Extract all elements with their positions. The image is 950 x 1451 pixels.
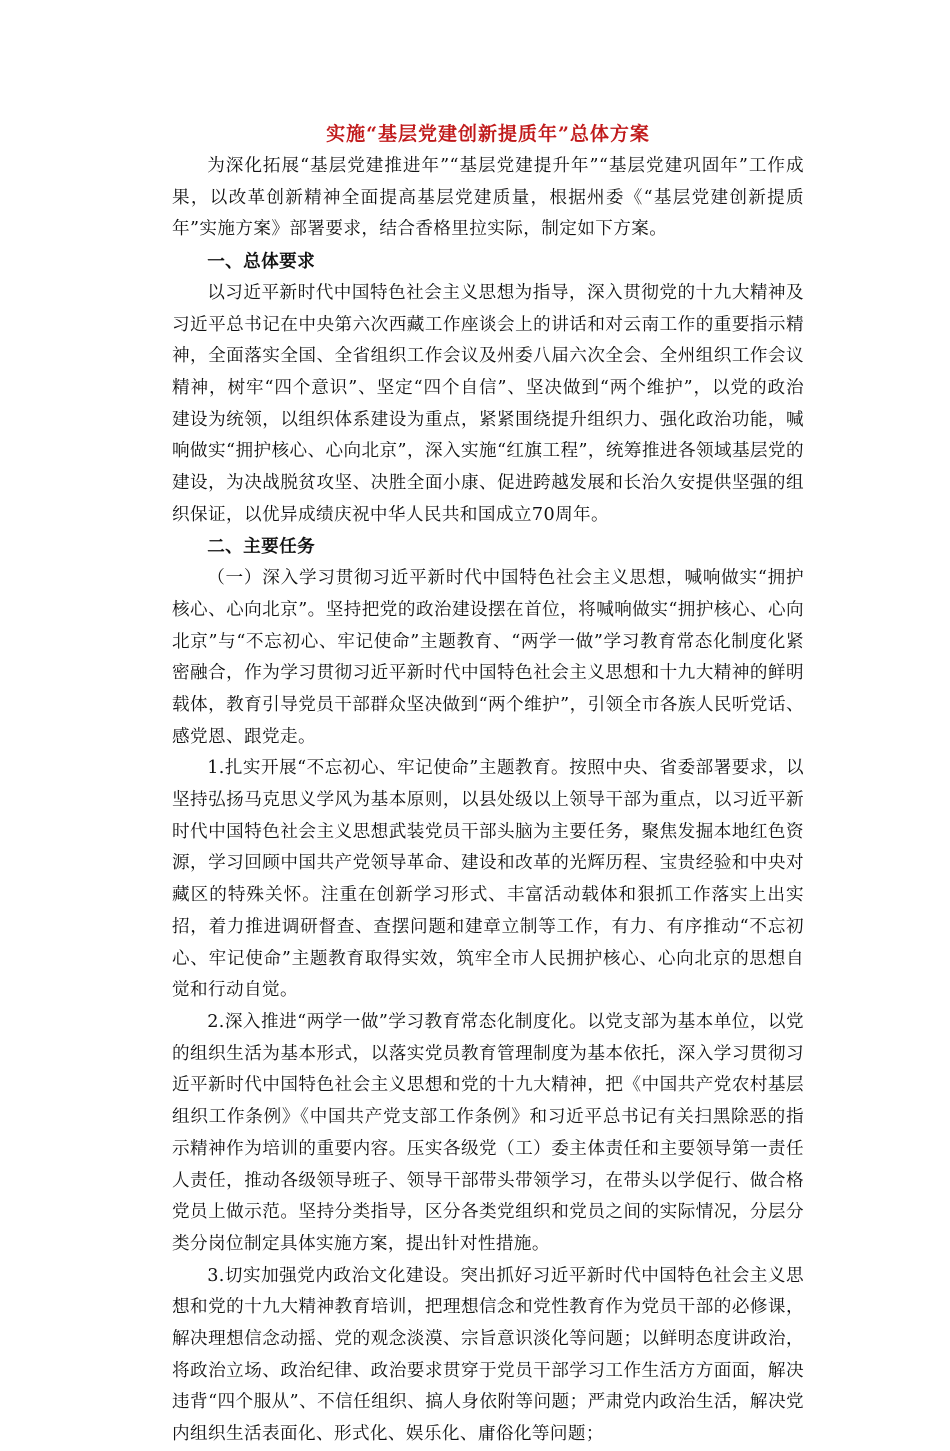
item-3-paragraph: 3.切实加强党内政治文化建设。突出抓好习近平新时代中国特色社会主义思想和党的十九大精神教育培训，把理想信念和党性教育作为党员干部的必修课，解决理想信念动摇、党的观念淡漠、宗旨意识淡化等问题；以鲜明态度讲政治，将政治立场、政治纪律、政治要求贯穿于党员干部学习工作生活方方面面，解决违背“四个服从”、不信任组织、搞人身依附等问题；严肃党内政治生活，解决党内组织生活表面化、形式化、娱乐化、庸俗化等问题；: [172, 1265, 804, 1445]
intro-paragraph: 为深化拓展“基层党建推进年”“基层党建提升年”“基层党建巩固年”工作成果，以改革创新精神全面提高基层党建质量，根据州委《“基层党建创新提质年”实施方案》部署要求，结合香格里拉实际，制定如下方案。: [172, 156, 804, 240]
document-body: [172, 119, 804, 1451]
task-1-paragraph: （一）深入学习贯彻习近平新时代中国特色社会主义思想，喊响做实“拥护核心、心向北京”。坚持把党的政治建设摆在首位，将喊响做实“拥护核心、心向北京”与“不忘初心、牢记使命”主题教育、“两学一做”学习教育常态化制度化紧密融合，作为学习贯彻习近平新时代中国特色社会主义思想和十九大精神的鲜明载体，教育引导党员干部群众坚决做到“两个维护”，引领全市各族人民听党话、感党恩、跟党走。: [172, 568, 804, 747]
general-requirements-paragraph: 以习近平新时代中国特色社会主义思想为指导，深入贯彻党的十九大精神及习近平总书记在中央第六次西藏工作座谈会上的讲话和对云南工作的重要指示精神，全面落实全国、全省组织工作会议及州委八届六次全会、全州组织工作会议精神，树牢“四个意识”、坚定“四个自信”、坚决做到“两个维护”，以党的政治建设为统领，以组织体系建设为重点，紧紧围绕提升组织力、强化政治功能，喊响做实“拥护核心、心向北京”，深入实施“红旗工程”，统筹推进各领域基层党的建设，为决战脱贫攻坚、决胜全面小康、促进跨越发展和长治久安提供坚强的组织保证，以优异成绩庆祝中华人民共和国成立70周年。: [172, 282, 804, 525]
document-title: 实施“基层党建创新提质年”总体方案: [326, 123, 650, 145]
section-heading-main-tasks: 二、主要任务: [207, 536, 316, 558]
section-heading-general-requirements: 一、总体要求: [207, 251, 316, 273]
item-1-paragraph: 1.扎实开展“不忘初心、牢记使命”主题教育。按照中央、省委部署要求，以坚持弘扬马克思义学风为基本原则，以县处级以上领导干部为重点，以习近平新时代中国特色社会主义思想武装党员干部头脑为主要任务，聚焦发掘本地红色资源，学习回顾中国共产党领导革命、建设和改革的光辉历程、宝贵经验和中央对藏区的特殊关怀。注重在创新学习形式、丰富活动载体和狠抓工作落实上出实招，着力推进调研督查、查摆问题和建章立制等工作，有力、有序推动“不忘初心、牢记使命”主题教育取得实效，筑牢全市人民拥护核心、心向北京的思想自觉和行动自觉。: [172, 758, 804, 1001]
item-2-paragraph: 2.深入推进“两学一做”学习教育常态化制度化。以党支部为基本单位，以党的组织生活为基本形式，以落实党员教育管理制度为基本依托，深入学习贯彻习近平新时代中国特色社会主义思想和党的十九大精神，把《中国共产党农村基层组织工作条例》《中国共产党支部工作条例》和习近平总书记有关扫黑除恶的指示精神作为培训的重要内容。压实各级党（工）委主体责任和主要领导第一责任人责任，推动各级领导班子、领导干部带头带领学习，在带头以学促行、做合格党员上做示范。坚持分类指导，区分各类党组织和党员之间的实际情况，分层分类分岗位制定具体实施方案，提出针对性措施。: [172, 1011, 804, 1254]
